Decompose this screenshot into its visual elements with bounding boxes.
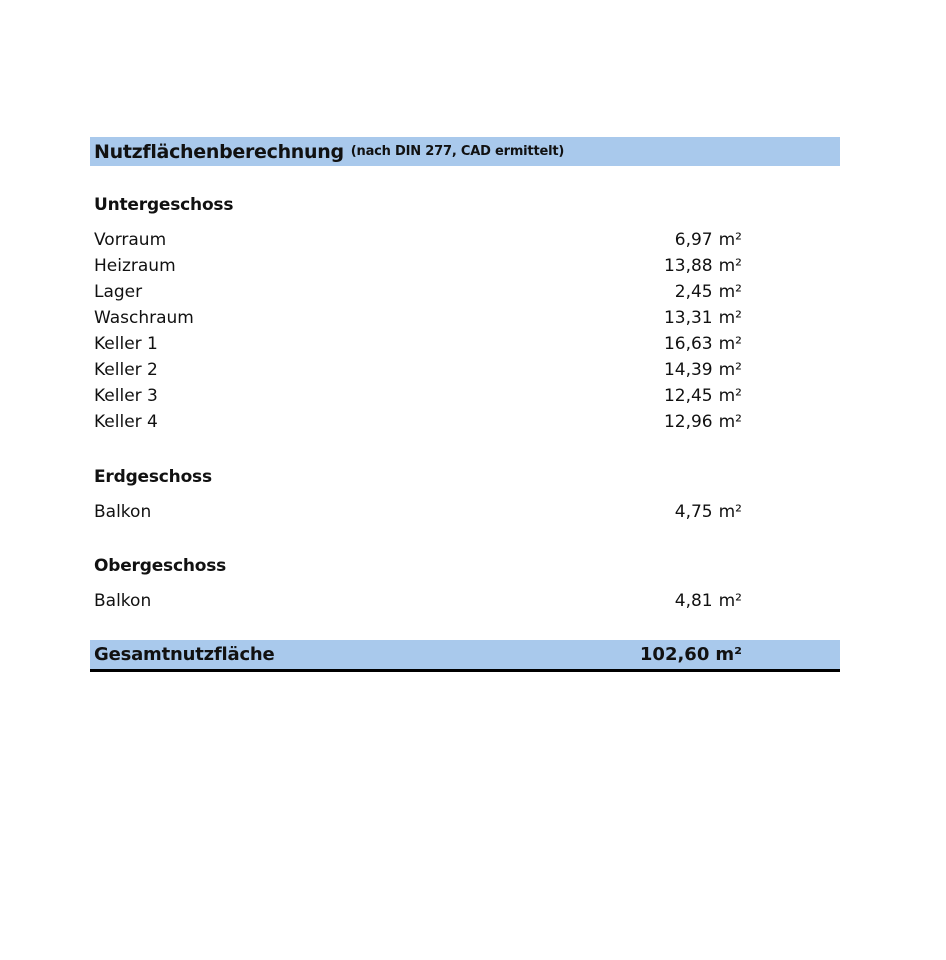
section-obergeschoss [90,555,840,614]
page-subtitle: (nach DIN 277, CAD ermittelt) [350,144,565,159]
room-area [675,279,742,305]
title-bar [90,137,840,166]
area-unit: m² [718,386,742,406]
area-value: 2,45 [674,282,713,302]
room-name: Vorraum [94,230,167,250]
area-value: 6,97 [674,230,713,250]
section-heading: Erdgeschoss [94,467,212,487]
area-value: 12,45 [663,386,713,406]
total-label: Gesamtnutzfläche [94,644,275,665]
room-name: Keller 4 [94,412,158,432]
area-value: 16,63 [663,334,713,354]
table-row [90,305,840,331]
total-unit: m² [715,644,742,665]
room-name: Keller 3 [94,386,158,406]
area-value: 12,96 [663,412,713,432]
room-area [675,499,742,525]
area-unit: m² [718,334,742,354]
area-value: 14,39 [663,360,713,380]
total-value: 102,60 [639,644,710,665]
room-name: Balkon [94,591,152,611]
table-row [90,588,840,614]
table-row [90,227,840,253]
area-value: 13,88 [663,256,713,276]
page-title: Nutzflächenberechnung [94,140,344,163]
room-area [664,253,742,279]
total-area [640,640,742,669]
area-unit: m² [718,256,742,276]
area-value: 4,75 [674,502,713,522]
room-area [664,331,742,357]
room-list [90,227,840,435]
area-unit: m² [718,591,742,611]
room-name: Heizraum [94,256,176,276]
table-row [90,253,840,279]
total-row [90,640,840,672]
section-heading: Obergeschoss [94,556,227,576]
section-erdgeschoss [90,466,840,525]
area-unit: m² [718,230,742,250]
table-row [90,357,840,383]
area-unit: m² [718,308,742,328]
area-value: 4,81 [674,591,713,611]
section-heading: Untergeschoss [94,195,234,215]
room-name: Lager [94,282,143,302]
room-area [664,409,742,435]
room-area [664,383,742,409]
area-unit: m² [718,502,742,522]
table-row [90,409,840,435]
area-unit: m² [718,412,742,432]
room-list [90,588,840,614]
room-name: Waschraum [94,308,194,328]
room-area [675,227,742,253]
room-area [664,305,742,331]
room-area [664,357,742,383]
table-row [90,331,840,357]
room-list [90,499,840,525]
room-name: Keller 2 [94,360,158,380]
room-name: Keller 1 [94,334,158,354]
area-unit: m² [718,282,742,302]
section-untergeschoss [90,194,840,435]
area-calculation-sheet [90,137,840,665]
table-row [90,279,840,305]
area-unit: m² [718,360,742,380]
area-value: 13,31 [663,308,713,328]
table-row [90,499,840,525]
room-name: Balkon [94,502,152,522]
room-area [675,588,742,614]
table-row [90,383,840,409]
